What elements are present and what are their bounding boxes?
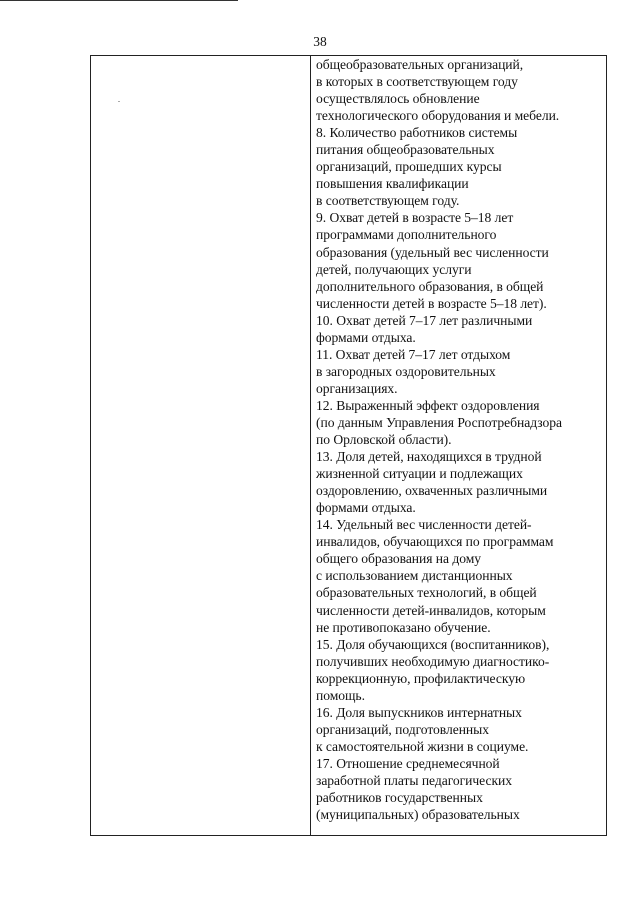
text-line: получивших необходимую диагностико- [316, 653, 550, 669]
text-line: 17. Отношение среднемесячной [316, 755, 500, 771]
left-cell [91, 56, 310, 835]
text-line: в соответствующем году. [316, 193, 460, 209]
scan-speck [118, 101, 120, 102]
text-line: образования (удельный вес численности [316, 244, 549, 260]
page-number: 38 [313, 34, 327, 49]
text-line: 14. Удельный вес численности детей- [316, 517, 532, 533]
text-line: в загородных оздоровительных [316, 363, 496, 379]
text-line: организаций, подготовленных [316, 721, 489, 737]
text-line: общеобразовательных организаций, [316, 57, 524, 72]
text-line: питания общеобразовательных [316, 142, 495, 158]
text-line: инвалидов, обучающихся по программам [316, 534, 554, 550]
text-line: организациях. [316, 380, 398, 396]
text-line: помощь. [316, 687, 365, 703]
text-line: общего образования на дому [316, 551, 482, 567]
text-line: образовательных технологий, в общей [316, 585, 537, 601]
text-line: заработной платы педагогических [316, 772, 512, 788]
text-line: численности детей в возрасте 5–18 лет). [316, 295, 547, 311]
text-line: детей, получающих услуги [316, 261, 472, 277]
text-line: численности детей-инвалидов, которым [316, 602, 546, 618]
text-line: с использованием дистанционных [316, 568, 513, 584]
text-line: организаций, прошедших курсы [316, 159, 502, 175]
text-line: жизненной ситуации и подлежащих [316, 466, 523, 482]
text-line: формами отдыха. [316, 500, 416, 516]
text-line: 9. Охват детей в возрасте 5–18 лет [316, 210, 514, 226]
right-cell [316, 56, 608, 823]
top-rule [0, 0, 238, 1]
text-line: коррекционную, профилактическую [316, 670, 526, 686]
text-line: по Орловской области). [316, 432, 452, 448]
text-line: 12. Выраженный эффект оздоровления [316, 397, 540, 413]
text-line: 13. Доля детей, находящихся в трудной [316, 449, 542, 465]
text-line: не противопоказано обучение. [316, 619, 491, 635]
text-line: оздоровлению, охваченных различными [316, 483, 548, 499]
text-line: 8. Количество работников системы [316, 125, 518, 141]
text-line: повышения квалификации [316, 176, 469, 192]
indicator-table [90, 55, 607, 836]
text-line: к самостоятельной жизни в социуме. [316, 738, 529, 754]
text-line: технологического оборудования и мебели. [316, 108, 560, 124]
text-line: в которых в соответствующем году [316, 74, 518, 90]
text-line: формами отдыха. [316, 329, 416, 345]
text-line: 11. Охват детей 7–17 лет отдыхом [316, 346, 511, 362]
text-line: 10. Охват детей 7–17 лет различными [316, 312, 533, 328]
text-line: 16. Доля выпускников интернатных [316, 704, 522, 720]
text-line: дополнительного образования, в общей [316, 278, 544, 294]
text-line: 15. Доля обучающихся (воспитанников), [316, 636, 550, 652]
text-line: (по данным Управления Роспотребнадзора [316, 414, 562, 430]
text-line: (муниципальных) образовательных [316, 807, 520, 823]
text-line: программами дополнительного [316, 227, 497, 243]
text-line: работников государственных [316, 790, 483, 806]
column-divider [310, 56, 311, 835]
text-line: осуществлялось обновление [316, 91, 480, 107]
